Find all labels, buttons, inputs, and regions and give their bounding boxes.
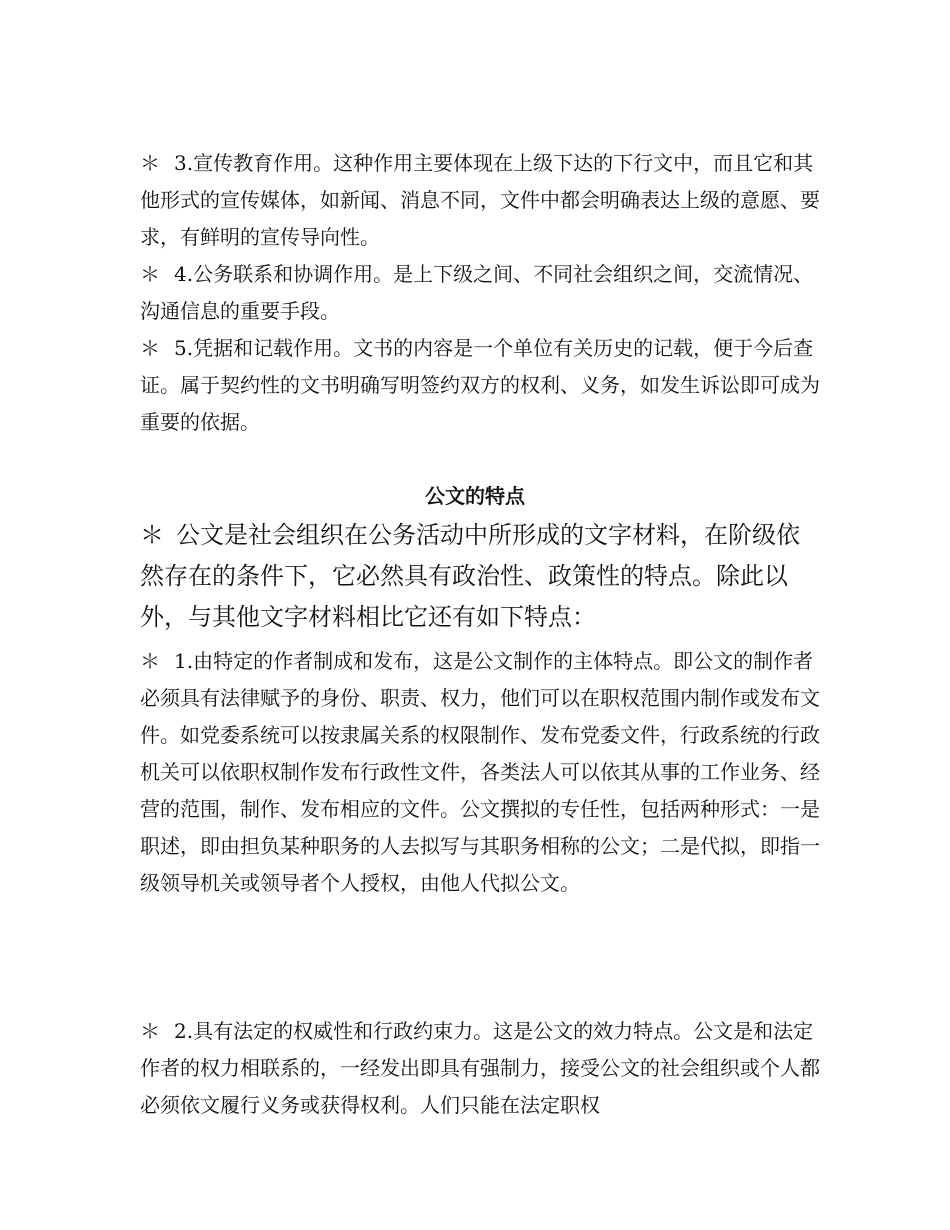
paragraph-text: 1.由特定的作者制成和发布，这是公文制作的主体特点。即公文的制作者必须具有法律赋予的身份、职责、权力，他们可以在职权范围内制作或发布文件。如党委系统可以按隶属关系的权限制作、发布党委文件，行政系统的行政机关可以依职权制作发布行政性文件，各类法人可以依其从事的工作业务、经营的范围，制作、发布相应的文件。公文撰拟的专任性，包括两种形式：一是职述，即由担负某种职务的人去拟写与其职务相称的公文；二是代拟，即指一级领导机关或领导者个人授权，由他人代拟公文。	[140, 649, 820, 895]
bullet-mark: ＊	[140, 1019, 160, 1043]
paragraph-item-5	[140, 330, 820, 441]
paragraph-text: 2.具有法定的权威性和行政约束力。这是公文的效力特点。公文是和法定作者的权力相联系的，一经发出即具有强制力，接受公文的社会组织或个人都必须依文履行义务或获得权利。人们只能在法定职权	[140, 1019, 820, 1117]
paragraph-feature-2	[140, 1013, 820, 1124]
paragraph-feature-1	[140, 643, 820, 902]
paragraph-text: 公文是社会组织在公务活动中所形成的文字材料，在阶级依然存在的条件下，它必然具有政治性、政策性的特点。除此以外，与其他文字材料相比它还有如下特点：	[140, 521, 800, 631]
paragraph-item-3	[140, 145, 820, 256]
paragraph-text: 3.宣传教育作用。这种作用主要体现在上级下达的下行文中，而且它和其他形式的宣传媒体，如新闻、消息不同，文件中都会明确表达上级的意愿、要求，有鲜明的宣传导向性。	[140, 151, 820, 249]
bullet-mark: ＊	[140, 521, 164, 549]
bullet-mark: ＊	[140, 151, 160, 175]
paragraph-text: 4.公务联系和协调作用。是上下级之间、不同社会组织之间，交流情况、沟通信息的重要手段。	[140, 262, 814, 323]
bullet-mark: ＊	[140, 336, 160, 360]
intro-paragraph	[140, 515, 820, 638]
bullet-mark: ＊	[140, 649, 160, 673]
paragraph-item-4	[140, 256, 820, 330]
section-title: 公文的特点	[425, 484, 525, 508]
paragraph-text: 5.凭据和记载作用。文书的内容是一个单位有关历史的记载，便于今后查证。属于契约性的文书明确写明签约双方的权利、义务，如发生诉讼即可成为重要的依据。	[140, 336, 820, 434]
bullet-mark: ＊	[140, 262, 160, 286]
